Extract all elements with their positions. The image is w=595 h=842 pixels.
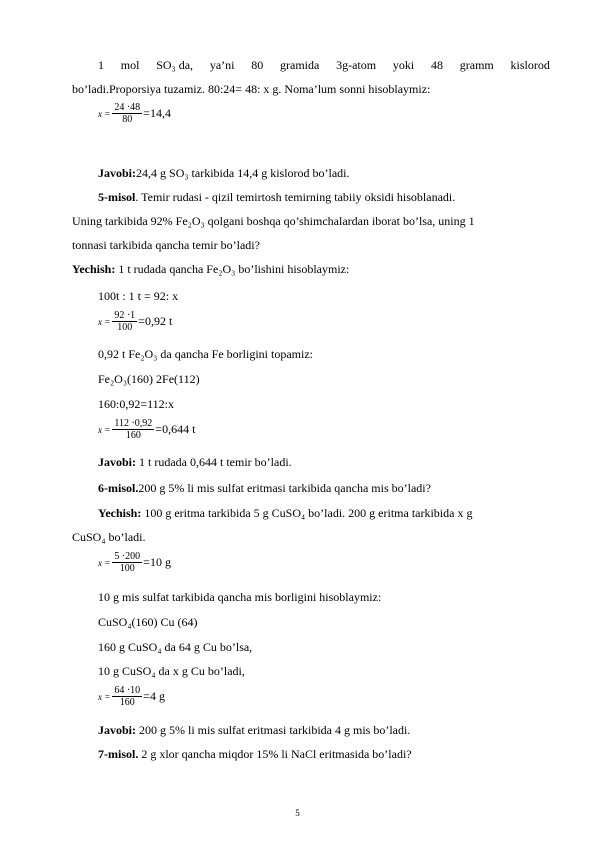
answer-text: 24,4 g SO₃ tarkibida 14,4 g kislorod bo’ladi. bbox=[136, 166, 350, 180]
fraction bbox=[112, 102, 142, 125]
word: 48 bbox=[430, 58, 443, 72]
step-6b: CuSO₄(160) Cu (64) bbox=[98, 615, 198, 629]
solution-text: 1 t rudada qancha Fe₂O₃ bo’lishini hisoblaymiz: bbox=[115, 262, 350, 276]
answer-label: Javobi: bbox=[98, 166, 137, 180]
formula-5 bbox=[98, 685, 165, 708]
fraction bbox=[112, 418, 154, 441]
answer-label: Javobi: bbox=[98, 455, 137, 469]
answer-text: 1 t rudada 0,644 t temir bo’ladi. bbox=[136, 455, 292, 469]
formula-result: =10 g bbox=[143, 555, 171, 569]
formula-result: =0,644 t bbox=[155, 422, 196, 436]
example-label: 5-misol bbox=[98, 190, 136, 204]
numerator: 64 ·10 bbox=[114, 685, 141, 696]
solution-6 bbox=[98, 506, 472, 520]
fraction bbox=[112, 685, 142, 708]
formula-4 bbox=[98, 551, 171, 574]
answer-label: Javobi: bbox=[98, 723, 137, 737]
step-5a: 0,92 t Fe₂O₃ da qancha Fe borligini topamiz: bbox=[98, 347, 313, 361]
solution-6-line-2: CuSO₄ bo’ladi. bbox=[72, 530, 146, 544]
paragraph-line-2: bo’ladi.Proporsiya tuzamiz. 80:24= 48: x g. Noma’lum sonni hisoblaymiz: bbox=[72, 82, 431, 96]
solution-text: 100 g eritma tarkibida 5 g CuSO₄ bo’ladi. 200 g eritma tarkibida x g bbox=[141, 506, 473, 520]
formula-result: =0,92 t bbox=[138, 314, 173, 328]
example-5-heading bbox=[98, 190, 455, 204]
example-5-line-3: tonnasi tarkibida qancha temir bo’ladi? bbox=[72, 238, 260, 252]
answer-5 bbox=[98, 455, 292, 469]
word: SO₃ da, bbox=[156, 58, 194, 72]
word: gramm bbox=[459, 58, 494, 72]
numerator: 92 ·1 bbox=[114, 310, 136, 321]
step-5c: 160:0,92=112:x bbox=[98, 397, 174, 411]
word: yoki bbox=[392, 58, 415, 72]
fraction bbox=[112, 310, 137, 333]
word: 80 bbox=[251, 58, 264, 72]
word: 1 bbox=[98, 58, 104, 72]
word: 3g-atom bbox=[336, 58, 377, 72]
formula-result: =4 g bbox=[143, 689, 165, 703]
proportion-5: 100t : 1 t = 92: x bbox=[98, 289, 179, 303]
step-5b: Fe₂O₃(160) 2Fe(112) bbox=[98, 372, 200, 386]
word: mol bbox=[120, 58, 140, 72]
word: ya’ni bbox=[209, 58, 235, 72]
denominator: 80 bbox=[122, 114, 133, 125]
step-6c: 160 g CuSO₄ da 64 g Cu bo’lsa, bbox=[98, 640, 253, 654]
answer-text: 200 g 5% li mis sulfat eritmasi tarkibida 4 g mis bo’ladi. bbox=[136, 723, 411, 737]
denominator: 100 bbox=[119, 563, 135, 574]
step-6a: 10 g mis sulfat tarkibida qancha mis borligini hisoblaymiz: bbox=[98, 590, 382, 604]
page-number: 5 bbox=[295, 808, 300, 818]
formula-lhs: x = bbox=[98, 424, 111, 435]
formula-lhs: x = bbox=[98, 557, 111, 568]
example-7-heading bbox=[98, 747, 412, 761]
paragraph-line-1 bbox=[98, 58, 550, 72]
formula-lhs: x = bbox=[98, 691, 111, 702]
example-label: 6-misol. bbox=[98, 481, 139, 495]
example-text: 200 g 5% li mis sulfat eritmasi tarkibida qancha mis bo’ladi? bbox=[138, 481, 431, 495]
example-5-line-2: Uning tarkibida 92% Fe₂O₃ qolgani boshqa qo’shimchalardan iborat bo’lsa, uning 1 bbox=[72, 214, 475, 228]
answer-6 bbox=[98, 723, 410, 737]
fraction bbox=[112, 551, 142, 574]
numerator: 112 ·0,92 bbox=[114, 418, 153, 429]
solution-label: Yechish: bbox=[72, 262, 116, 276]
example-label: 7-misol. bbox=[98, 747, 139, 761]
formula-result: =14,4 bbox=[143, 106, 171, 120]
step-6d: 10 g CuSO₄ da x g Cu bo’ladi, bbox=[98, 664, 245, 678]
numerator: 24 ·48 bbox=[114, 102, 141, 113]
formula-lhs: x = bbox=[98, 316, 111, 327]
example-text: . Temir rudasi - qizil temirtosh temirning tabiiy oksidi hisoblanadi. bbox=[135, 190, 456, 204]
denominator: 160 bbox=[119, 697, 135, 708]
answer-1 bbox=[98, 166, 350, 180]
example-6-heading bbox=[98, 481, 431, 495]
solution-label: Yechish: bbox=[98, 506, 142, 520]
example-text: 2 g xlor qancha miqdor 15% li NaCl eritmasida bo’ladi? bbox=[138, 747, 412, 761]
formula-lhs: x = bbox=[98, 108, 111, 119]
formula-1 bbox=[98, 102, 171, 125]
denominator: 100 bbox=[117, 322, 133, 333]
formula-3 bbox=[98, 418, 195, 441]
denominator: 160 bbox=[125, 430, 141, 441]
solution-5 bbox=[72, 262, 349, 276]
word: gramida bbox=[280, 58, 320, 72]
numerator: 5 ·200 bbox=[114, 551, 141, 562]
formula-2 bbox=[98, 310, 172, 333]
word: kislorod bbox=[510, 58, 550, 72]
